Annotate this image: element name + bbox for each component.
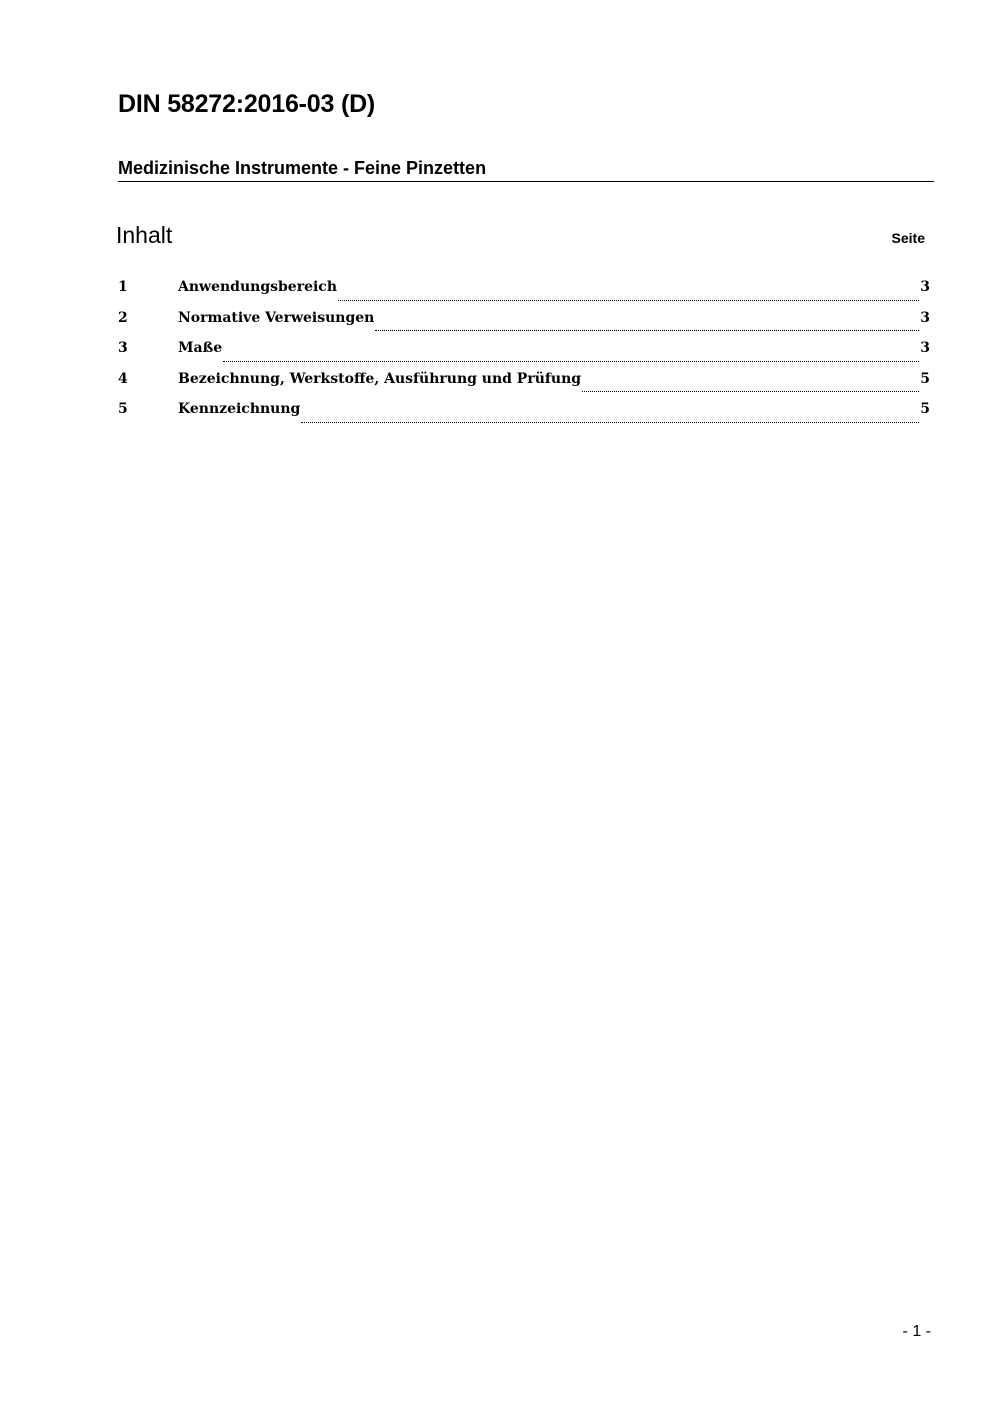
toc-entry-title[interactable]: Bezeichnung, Werkstoffe, Ausführung und Prüfung	[178, 370, 582, 387]
toc-entry-title[interactable]: Normative Verweisungen	[178, 309, 375, 326]
toc-entry-page: 5	[920, 370, 930, 387]
toc-entry-page: 3	[920, 309, 930, 326]
toc-entry-number: 2	[118, 309, 128, 326]
toc-entry-page: 5	[920, 401, 930, 417]
toc-entry-number: 5	[118, 401, 128, 417]
toc-entry[interactable]	[118, 371, 930, 402]
toc-entry[interactable]	[118, 401, 930, 432]
page-number: - 1 -	[902, 1323, 931, 1340]
toc-dot-leader	[375, 329, 919, 331]
document-title: DIN 58272:2016-03 (D)	[118, 90, 376, 118]
toc-dot-leader	[301, 421, 919, 423]
table-of-contents	[118, 279, 930, 432]
toc-entry-title[interactable]: Kennzeichnung	[178, 401, 301, 417]
toc-entry-page: 3	[920, 279, 930, 295]
toc-entry-number: 3	[118, 340, 128, 356]
toc-dot-leader	[582, 390, 919, 392]
toc-entry[interactable]	[118, 279, 930, 310]
toc-entry-title[interactable]: Anwendungsbereich	[178, 279, 337, 295]
toc-dot-leader	[223, 360, 919, 362]
toc-entry-number: 1	[118, 279, 128, 295]
toc-entry[interactable]	[118, 310, 930, 341]
toc-entry-title[interactable]: Maße	[178, 340, 223, 356]
document-subtitle: Medizinische Instrumente - Feine Pinzetten	[118, 158, 934, 182]
toc-dot-leader	[338, 299, 919, 301]
toc-page-column-label: Seite	[891, 230, 925, 246]
toc-entry-number: 4	[118, 370, 128, 387]
toc-entry-page: 3	[920, 340, 930, 356]
toc-heading: Inhalt	[116, 222, 173, 248]
toc-entry[interactable]	[118, 340, 930, 371]
